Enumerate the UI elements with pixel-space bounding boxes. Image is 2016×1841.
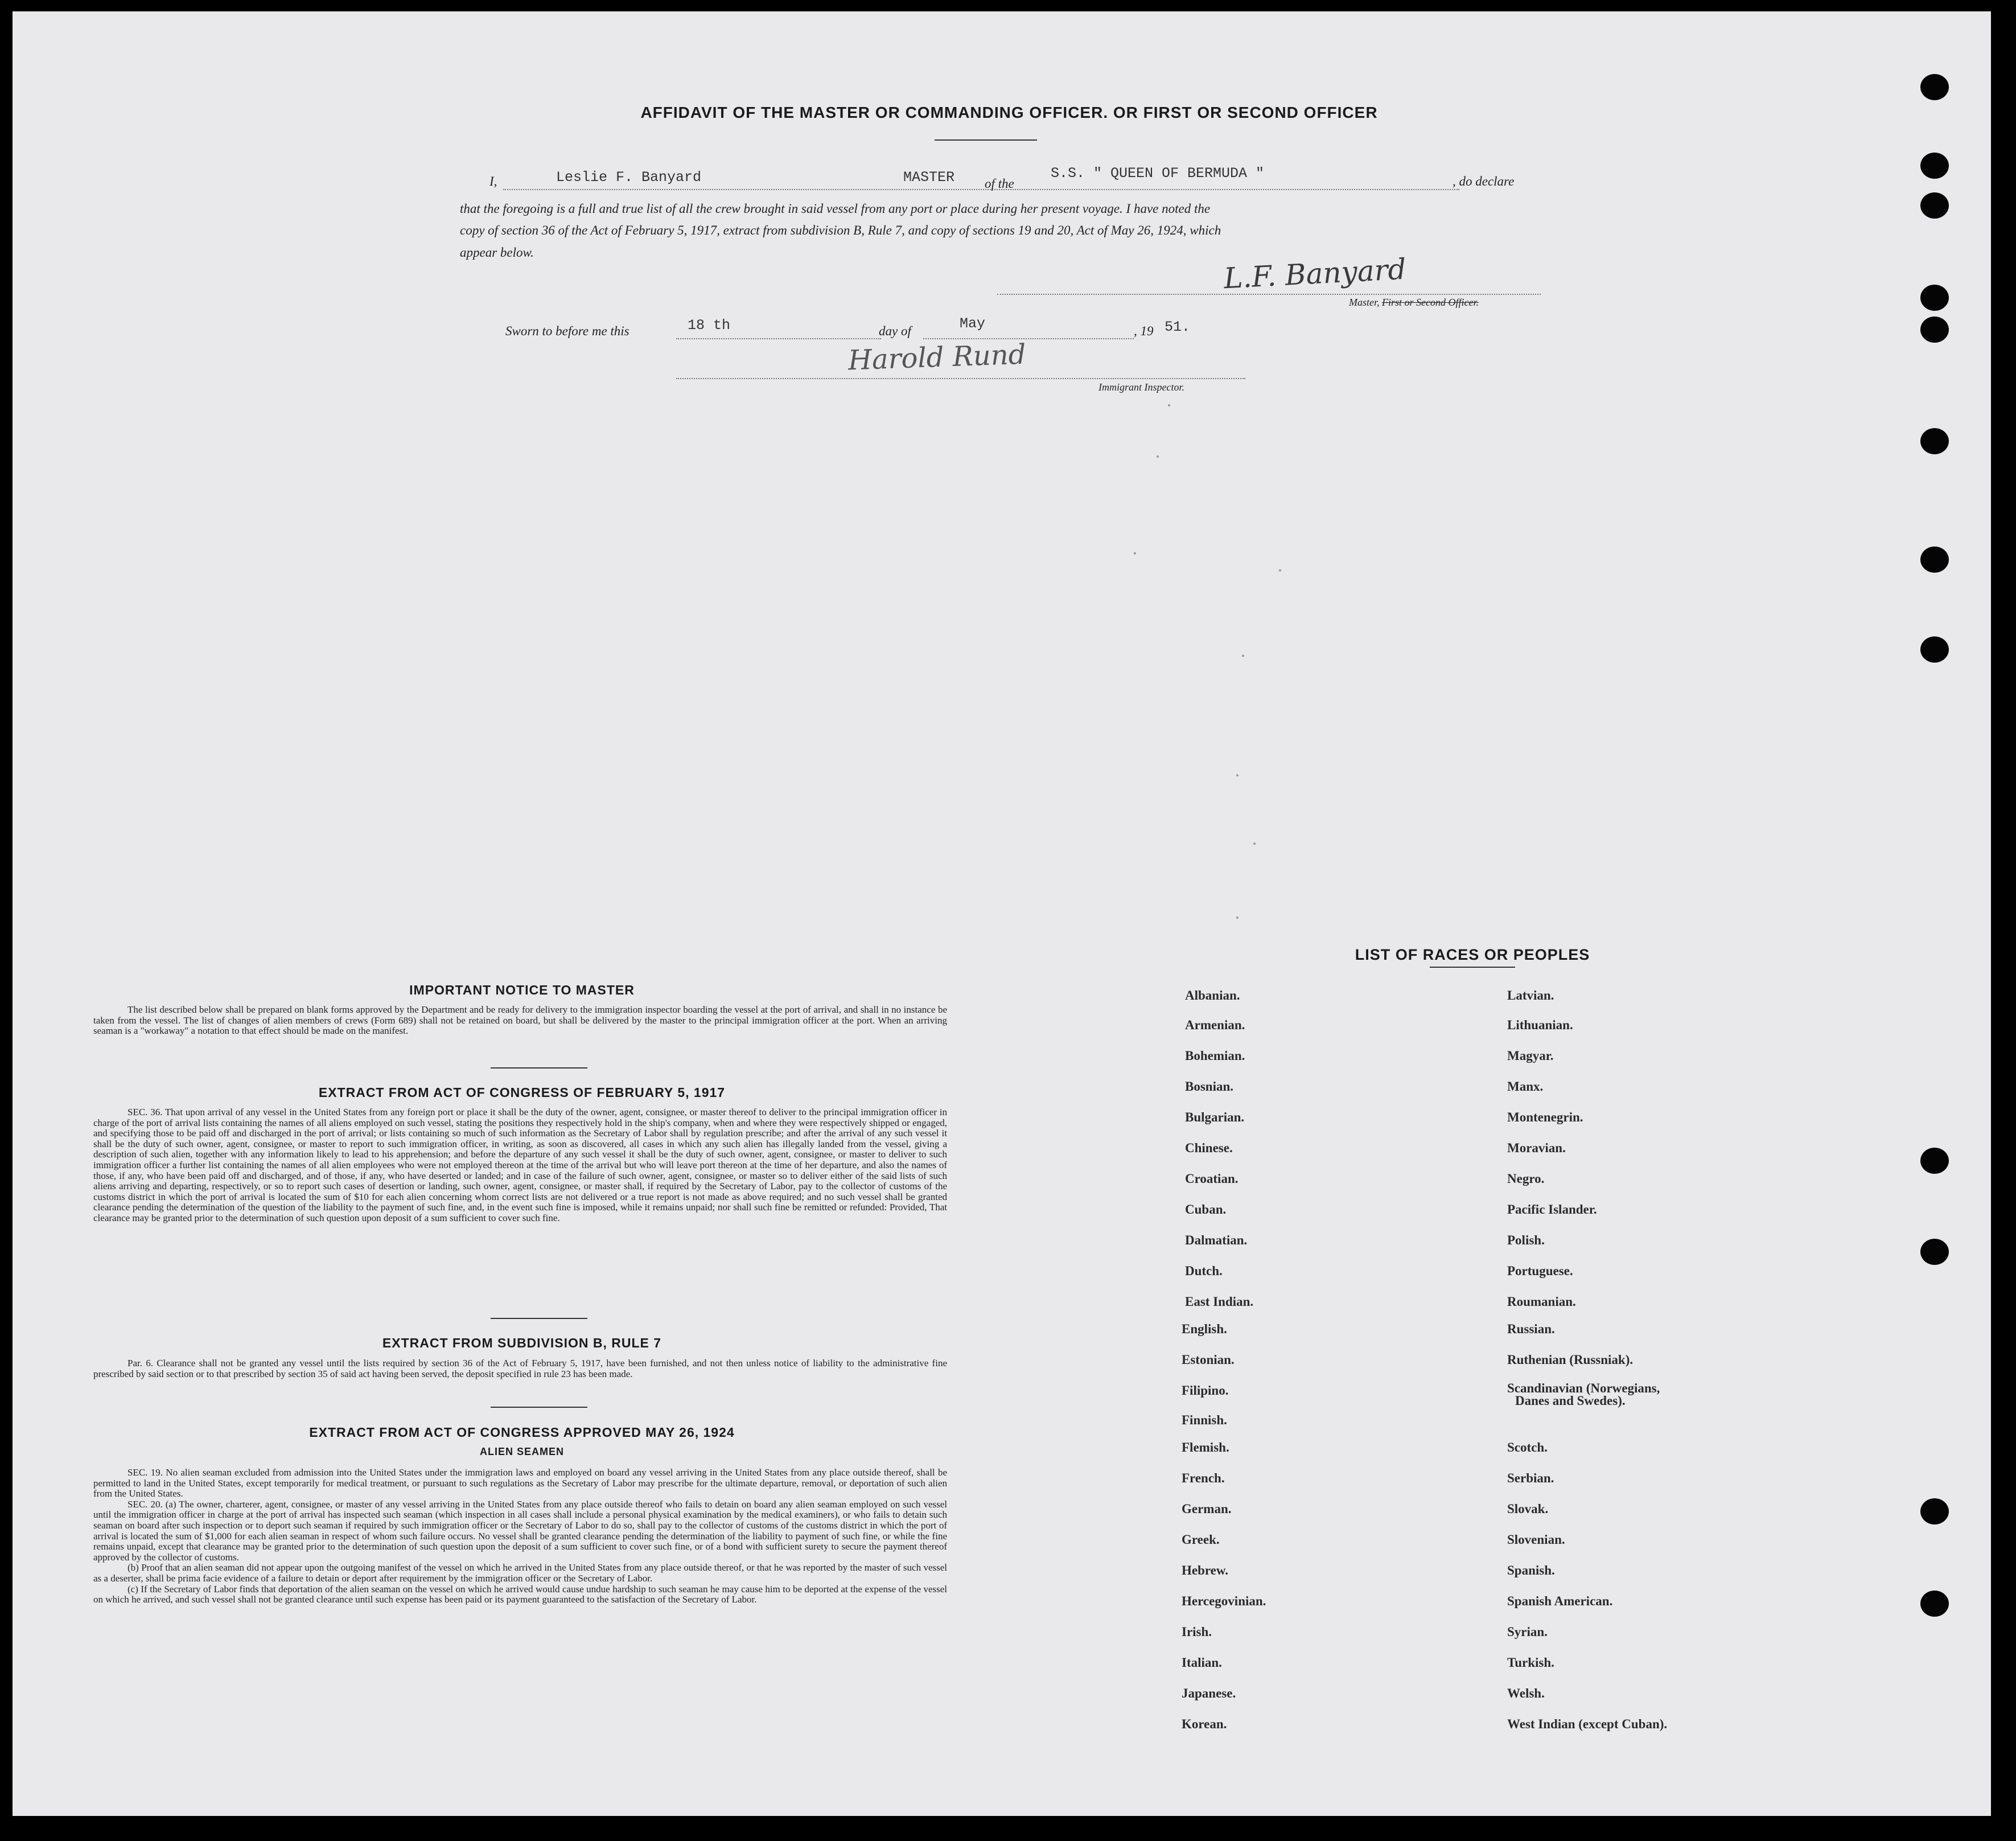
race-item: Slovenian.: [1507, 1532, 1565, 1547]
section-20c: (c) If the Secretary of Labor finds that deportation of the alien seaman on the vessel on which he arrived would cause undue hardship to such seaman he may cause him to be deported at the expense of the vessel on which he arrived, and such vessel shall not be granted clearance until such expense has been paid or its payment guaranteed to the satisfaction of the Secretary of Labor.: [93, 1583, 947, 1605]
race-item: Portuguese.: [1507, 1264, 1573, 1278]
document-page: [13, 11, 1991, 1816]
master-caption-word: Master,: [1349, 297, 1382, 308]
punch-hole: [1920, 1591, 1949, 1617]
divider: [1430, 967, 1515, 968]
section-20b: (b) Proof that an alien seaman did not appear upon the outgoing manifest of the vessel on which he arrived in the United States from any place outside thereof, or that he was reported by the master of such vessel as a deserter, shall be prima facie evidence of a failure to detain or deport after requirement by the immigration officer or the Secretary of Labor.: [93, 1562, 947, 1584]
race-item: Dalmatian.: [1185, 1233, 1248, 1247]
race-item: Welsh.: [1507, 1686, 1545, 1700]
master-caption: [1349, 297, 1479, 309]
scan-speck: [1253, 843, 1256, 845]
rule7-title: EXTRACT FROM SUBDIVISION B, RULE 7: [382, 1335, 662, 1350]
race-item: Polish.: [1507, 1233, 1545, 1247]
affidavit-line-3: copy of section 36 of the Act of February 5, 1917, extract from subdivision B, Rule 7, and copy of sections 19 and 20, Act of May 26, 1924, which: [460, 223, 1221, 237]
extract-1917-body: SEC. 36. That upon arrival of any vessel in the United States from any foreign port or place it shall be the duty of the owner, agent, consignee, or master thereof to deliver to the principal immigration officer in charge of the port of arrival lists containing the names of all aliens employed on such vessel, stating the positions they respectively hold in the ship's company, when and where they were respectively shipped or engaged, and specifying those to be paid off and discharged in the port of arrival; or lists containing so much of such information as the Secretary of Labor shall by regulation prescribe; and after the arrival of any such vessel it shall be the duty of such owner, agent, consignee, or master to report to such immigration officer, in writing, as soon as discovered, all cases in which any such alien has illegally landed from the vessel, giving a description of such alien, together with any information likely to lead to his apprehension; and before the departure of any such vessel it shall be the duty of such owner, agent, consignee, or master to deliver to such immigration officer a further list containing the names of all alien employees who were not employed thereon at the time of the arrival but who will leave port thereon at the time of her departure, and also the names of those, if any, who have been paid off and discharged, and of those, if any, who have deserted or landed; and in case of the failure of such owner, agent, consignee, or master so to deliver either of the said lists of such aliens arriving and departing, respectively, or so to report such cases of desertion or landing, such owner, agent, consignee, or master shall, if required by the Secretary of Labor, pay to the collector of customs of the customs district in which the port of arrival is located the sum of $10 for each alien concerning whom correct lists are not delivered or a true report is not made as above required; and no such vessel shall be granted clearance pending the determination of the question of the liability to the payment of such fine, and, in the event such fine is imposed, while it remains unpaid; nor shall such fine be remitted or refunded: Provided, That clearance may be granted prior to the determination of such question upon deposit of a sum sufficient to cover such fine.: [93, 1107, 947, 1223]
scan-speck: [1168, 404, 1170, 406]
scan-speck: [1279, 569, 1281, 572]
race-item: Filipino.: [1182, 1383, 1229, 1398]
divider: [491, 1407, 587, 1408]
punch-hole: [1920, 1498, 1949, 1524]
race-item: Bohemian.: [1185, 1049, 1245, 1063]
punch-hole: [1920, 428, 1949, 454]
race-item: French.: [1182, 1471, 1225, 1485]
punch-hole: [1920, 285, 1949, 311]
race-item: Manx.: [1507, 1079, 1544, 1094]
race-item: English.: [1182, 1322, 1227, 1336]
race-item: West Indian (except Cuban).: [1507, 1717, 1668, 1731]
race-item: Moravian.: [1507, 1141, 1566, 1155]
race-item: Russian.: [1507, 1322, 1555, 1336]
extract-1924-subtitle: ALIEN SEAMEN: [479, 1446, 564, 1457]
sworn-year: 51.: [1165, 319, 1191, 335]
race-item: Slovak.: [1507, 1502, 1549, 1516]
race-item: Danes and Swedes).: [1515, 1394, 1626, 1408]
race-item: Negro.: [1507, 1172, 1545, 1186]
race-item: Scotch.: [1507, 1440, 1548, 1454]
race-item: Chinese.: [1185, 1141, 1233, 1155]
sworn-label: Sworn to before me this: [505, 324, 630, 338]
affidavit-line-2: that the foregoing is a full and true list of all the crew brought in said vessel from any port or place during her present voyage. I have noted the: [460, 202, 1211, 216]
year-prefix: , 19: [1134, 324, 1154, 338]
races-title: LIST OF RACES OR PEOPLES: [1355, 946, 1590, 963]
struck-caption: First or Second Officer.: [1382, 297, 1479, 308]
race-item: Cuban.: [1185, 1202, 1227, 1217]
race-item: Irish.: [1182, 1625, 1212, 1639]
race-item: Korean.: [1182, 1717, 1227, 1731]
divider: [491, 1067, 587, 1069]
master-signature: L.F. Banyard: [1223, 252, 1407, 295]
punch-hole: [1920, 1239, 1949, 1265]
affidavit-title: AFFIDAVIT OF THE MASTER OR COMMANDING OFFICER. OR FIRST OR SECOND OFFICER: [640, 104, 1378, 121]
extract-1917-title: EXTRACT FROM ACT OF CONGRESS OF FEBRUARY 5, 1917: [318, 1085, 726, 1100]
punch-hole: [1920, 1148, 1949, 1174]
race-item: Scandinavian (Norwegians,: [1507, 1381, 1660, 1395]
notice-body: The list described below shall be prepared on blank forms approved by the Department and be ready for delivery to the immigration inspector boarding the vessel at the port of arrival, and shall in no instance be taken from the vessel. The list of changes of alien members of crews (Form 689) shall not be retained on board, but shall be delivered by the master to the principal immigration officer at the port. When an arriving seaman is a "workaway" a notation to that effect should be made on the manifest.: [93, 1004, 947, 1037]
race-item: Latvian.: [1507, 988, 1554, 1002]
signature-line: [997, 294, 1541, 295]
race-item: Pacific Islander.: [1507, 1202, 1597, 1217]
punch-hole: [1920, 636, 1949, 663]
punch-hole: [1920, 74, 1949, 100]
race-item: Bulgarian.: [1185, 1110, 1245, 1124]
affidavit-line-4: appear below.: [460, 245, 534, 260]
inspector-caption: Immigrant Inspector.: [1098, 381, 1184, 393]
race-item: Serbian.: [1507, 1471, 1554, 1485]
section-20a: SEC. 20. (a) The owner, charterer, agent, consignee, or master of any vessel arriving in the United States from any place outside thereof who fails to detain on board any alien seaman employed on such vessel until the immigration officer in charge at the port of arrival has inspected such seaman (which inspection in all cases shall include a personal physical examination by the medical examiners), or who fails to detain such seaman on board after such inspection or to deport such seaman if required by such immigration officer or the Secretary of Labor to do so, shall pay to the collector of customs of the customs district in which the port of arrival is located the sum of $1,000 for each alien seaman in respect of whom such failure occurs. No vessel shall be granted clearance pending the determination of the liability to payment of such fine, or while the fine remains unpaid, except that clearance may be granted prior to the determination of such question upon the deposit of a sum sufficient to cover such fine, or of a bond with sufficient surety to secure the payment thereof approved by the collector of customs.: [93, 1498, 947, 1563]
race-item: Flemish.: [1182, 1440, 1229, 1454]
race-item: German.: [1182, 1502, 1232, 1516]
scan-speck: [1157, 455, 1159, 458]
rule7-body: Par. 6. Clearance shall not be granted any vessel until the lists required by section 36 of the Act of February 5, 1917, have been furnished, and not then unless notice of liability to the administrative fine prescribed by said section or to that prescribed by section 35 of said act having been served, the deposit specified in rule 23 has been made.: [93, 1358, 947, 1379]
race-item: Bosnian.: [1185, 1079, 1234, 1094]
race-item: Greek.: [1182, 1532, 1220, 1547]
extract-1924-sections: [93, 1468, 947, 1605]
punch-hole: [1920, 153, 1949, 179]
race-item: Hebrew.: [1182, 1563, 1228, 1577]
race-item: Estonian.: [1182, 1353, 1235, 1367]
race-item: Dutch.: [1185, 1264, 1223, 1278]
race-item: Spanish American.: [1507, 1594, 1613, 1608]
punch-hole: [1920, 546, 1949, 573]
scan-speck: [1134, 552, 1136, 554]
race-item: Ruthenian (Russniak).: [1507, 1353, 1634, 1367]
sworn-day: 18 th: [688, 317, 731, 334]
scan-speck: [1242, 655, 1244, 657]
race-item: Roumanian.: [1507, 1295, 1576, 1309]
fill-line: [503, 189, 1459, 190]
notice-title: IMPORTANT NOTICE TO MASTER: [409, 983, 635, 997]
race-item: Syrian.: [1507, 1625, 1548, 1639]
do-declare-label: , do declare: [1453, 174, 1515, 188]
day-of-label: day of: [879, 324, 911, 338]
race-item: Finnish.: [1182, 1413, 1227, 1427]
race-item: Italian.: [1182, 1655, 1222, 1670]
vessel-name: S.S. " QUEEN OF BERMUDA ": [1051, 165, 1265, 182]
race-item: Albanian.: [1185, 988, 1240, 1002]
extract-1924-title: EXTRACT FROM ACT OF CONGRESS APPROVED MAY 26, 1924: [309, 1425, 735, 1440]
divider: [935, 139, 1037, 141]
inspector-signature: Harold Rund: [847, 338, 1027, 377]
race-item: Croatian.: [1185, 1172, 1239, 1186]
race-item: Magyar.: [1507, 1049, 1554, 1063]
punch-hole: [1920, 192, 1949, 219]
punch-hole: [1920, 317, 1949, 343]
race-item: Montenegrin.: [1507, 1110, 1583, 1124]
fill-line: [923, 338, 1134, 339]
race-item: Hercegovinian.: [1182, 1594, 1266, 1608]
race-item: Japanese.: [1182, 1686, 1236, 1700]
section-19: SEC. 19. No alien seaman excluded from admission into the United States under the immigration laws and employed on board any vessel arriving in the United States from any place outside thereof, shall be permitted to land in the United States, except temporarily for medical treatment, or pursuant to such regulations as the Secretary of Labor may prescribe for the ultimate departure, removal, or deportation of such alien from the United States.: [93, 1467, 947, 1499]
scan-speck: [1236, 917, 1239, 919]
officer-name: Leslie F. Banyard: [556, 169, 702, 186]
race-item: Spanish.: [1507, 1563, 1555, 1577]
fill-line: [676, 338, 881, 339]
signature-line: [676, 378, 1245, 379]
scan-speck: [1236, 774, 1239, 776]
race-item: Turkish.: [1507, 1655, 1554, 1670]
race-item: East Indian.: [1185, 1295, 1254, 1309]
race-item: Armenian.: [1185, 1018, 1245, 1032]
race-item: Lithuanian.: [1507, 1018, 1573, 1032]
affidavit-pronoun: I,: [489, 174, 497, 188]
sworn-month: May: [960, 315, 986, 332]
officer-rank: MASTER: [903, 169, 955, 186]
divider: [491, 1318, 587, 1319]
of-the-label: of the: [985, 176, 1014, 191]
